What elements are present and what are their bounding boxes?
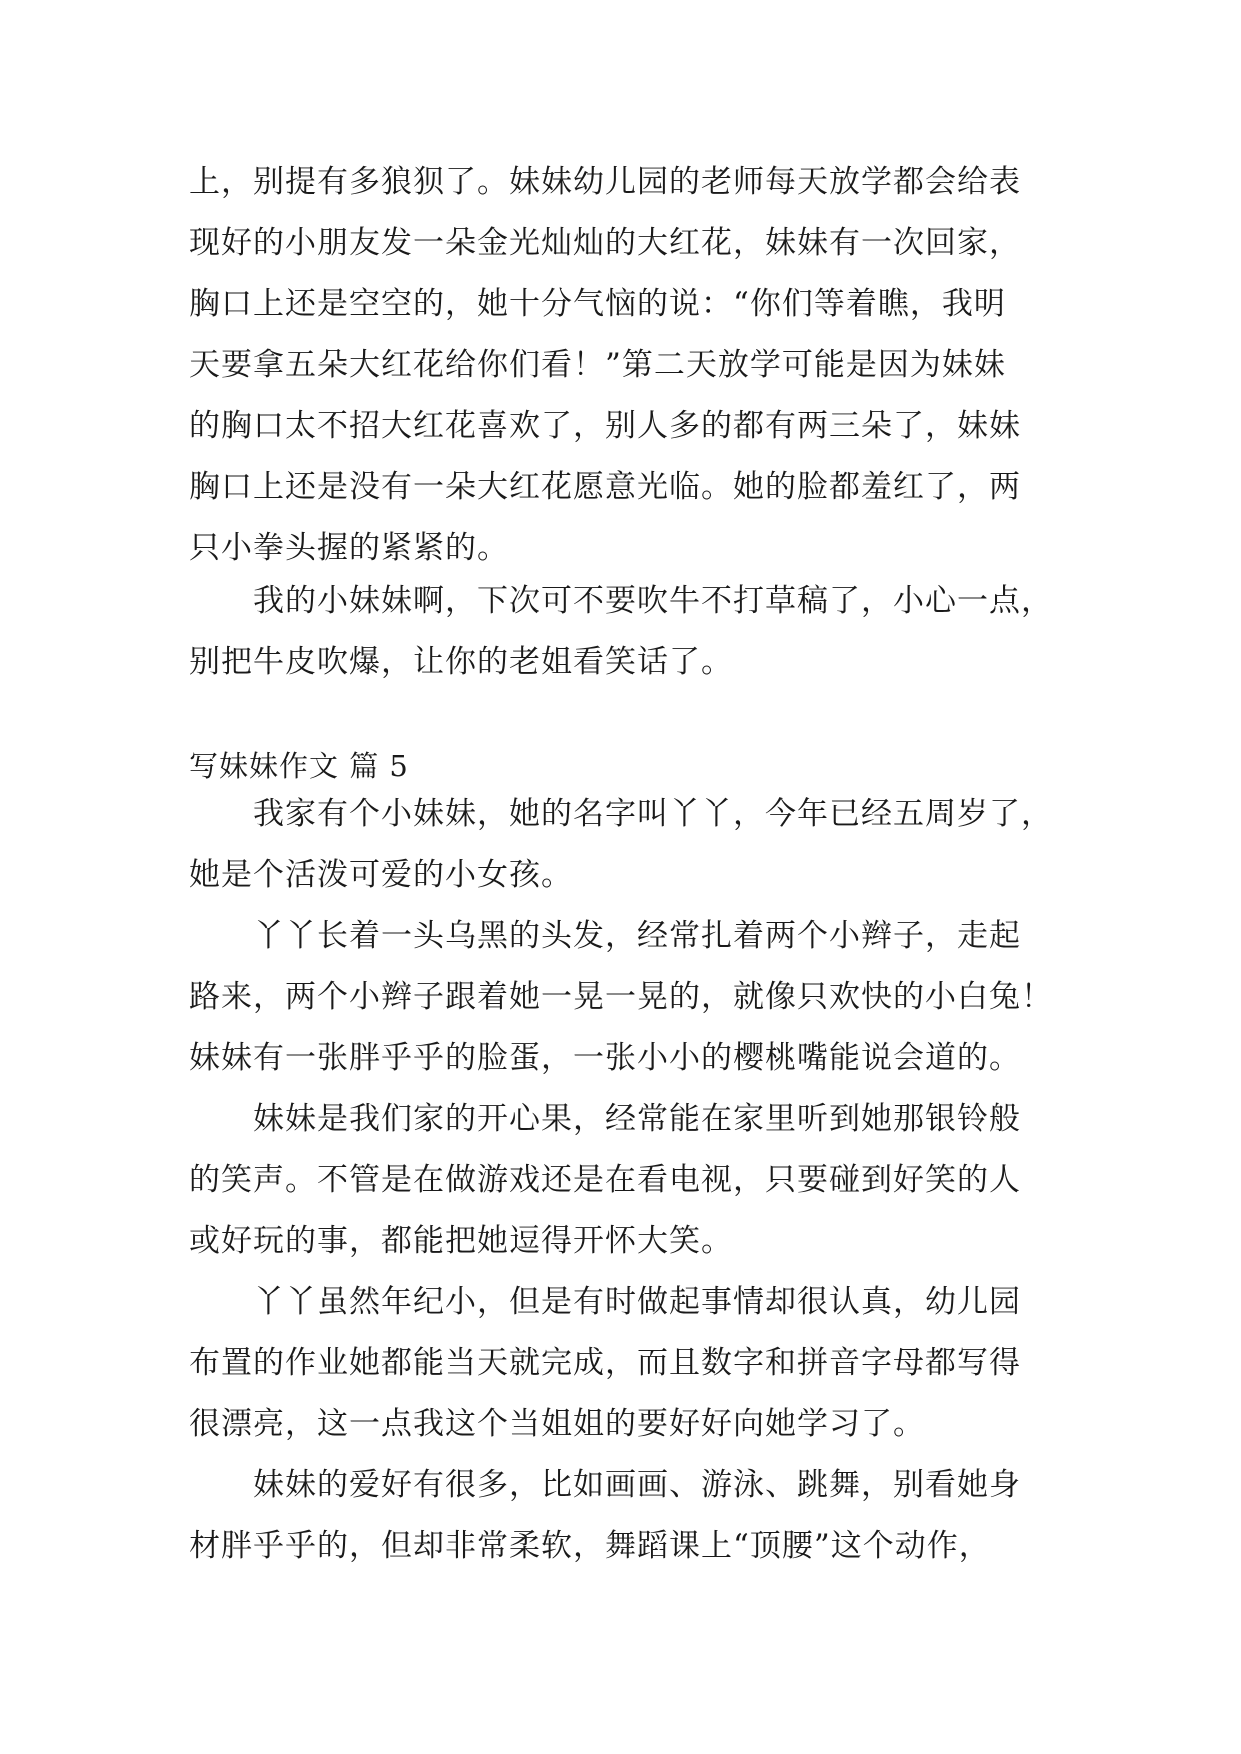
section-title: 写妹妹作文 篇 5 <box>189 749 409 783</box>
text-line: 胸口上还是空空的，她十分气恼的说：“你们等着瞧，我明 <box>189 286 1006 322</box>
text-line: 或好玩的事，都能把她逗得开怀大笑。 <box>189 1223 733 1259</box>
text-line: 的笑声。不管是在做游戏还是在看电视，只要碰到好笑的人 <box>189 1162 1021 1198</box>
text-line: 的胸口太不招大红花喜欢了，别人多的都有两三朵了，妹妹 <box>189 408 1021 444</box>
text-line: 路来，两个小辫子跟着她一晃一晃的，就像只欢快的小白兔！ <box>189 979 1053 1015</box>
paragraph-3 <box>189 1089 1069 1272</box>
text-line: 妹妹有一张胖乎乎的脸蛋，一张小小的樱桃嘴能说会道的。 <box>189 1040 1021 1076</box>
text-line: 现好的小朋友发一朵金光灿灿的大红花，妹妹有一次回家， <box>189 225 1021 261</box>
text-line: 我家有个小妹妹，她的名字叫丫丫，今年已经五周岁了， <box>253 796 1053 832</box>
text-line: 只小拳头握的紧紧的。 <box>189 530 509 566</box>
closing-paragraph <box>189 571 1069 693</box>
text-line: 上，别提有多狼狈了。妹妹幼儿园的老师每天放学都会给表 <box>189 164 1021 200</box>
paragraph-1 <box>189 784 1069 906</box>
text-line: 天要拿五朵大红花给你们看！”第二天放学可能是因为妹妹 <box>189 347 1006 383</box>
text-line: 妹妹的爱好有很多，比如画画、游泳、跳舞，别看她身 <box>253 1467 1021 1503</box>
text-line: 丫丫虽然年纪小，但是有时做起事情却很认真，幼儿园 <box>253 1284 1021 1320</box>
text-line: 很漂亮，这一点我这个当姐姐的要好好向她学习了。 <box>189 1406 925 1442</box>
paragraph-5 <box>189 1455 1069 1577</box>
text-line: 别把牛皮吹爆，让你的老姐看笑话了。 <box>189 644 733 680</box>
continuation-paragraph <box>189 152 1069 579</box>
text-line: 我的小妹妹啊，下次可不要吹牛不打草稿了，小心一点， <box>253 583 1053 619</box>
text-line: 她是个活泼可爱的小女孩。 <box>189 857 573 893</box>
paragraph-4 <box>189 1272 1069 1455</box>
text-line: 妹妹是我们家的开心果，经常能在家里听到她那银铃般 <box>253 1101 1021 1137</box>
text-line: 布置的作业她都能当天就完成，而且数字和拼音字母都写得 <box>189 1345 1021 1381</box>
text-line: 胸口上还是没有一朵大红花愿意光临。她的脸都羞红了，两 <box>189 469 1021 505</box>
text-line: 材胖乎乎的，但却非常柔软，舞蹈课上“顶腰”这个动作， <box>189 1528 991 1564</box>
paragraph-2 <box>189 906 1069 1089</box>
text-line: 丫丫长着一头乌黑的头发，经常扎着两个小辫子，走起 <box>253 918 1021 954</box>
